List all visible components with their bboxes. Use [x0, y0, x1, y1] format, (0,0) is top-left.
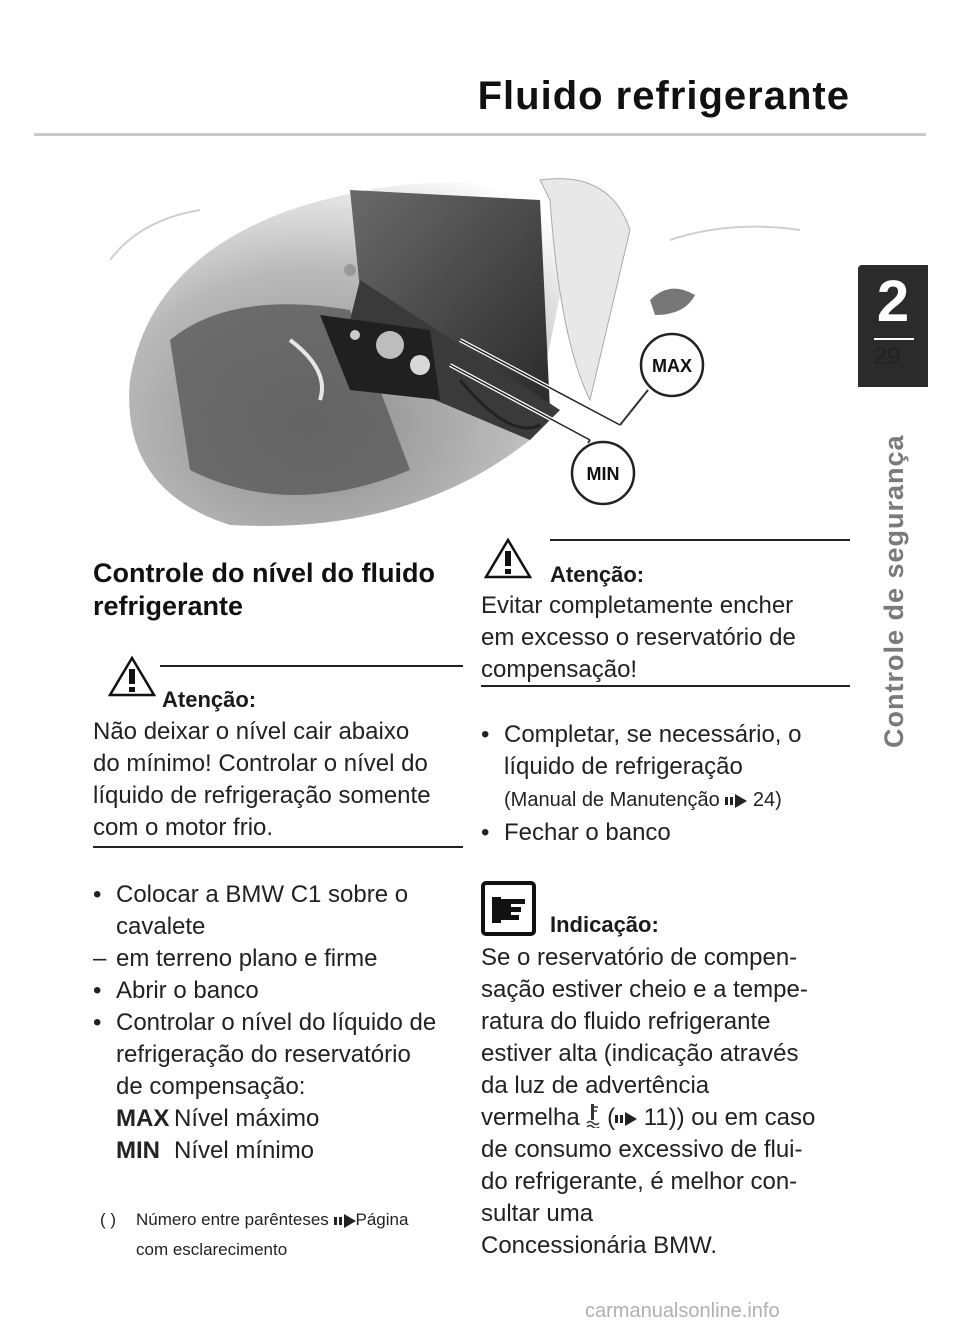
- list-item-text: Fechar o banco: [504, 819, 671, 846]
- level-legend: [116, 1103, 456, 1167]
- list-item: [93, 1007, 473, 1103]
- list-item: [481, 817, 861, 849]
- warning-icon: [108, 655, 156, 697]
- warning-line: Evitar completamente encher: [481, 592, 794, 619]
- list-item-text: cavalete: [116, 913, 206, 940]
- manual-reference: [504, 783, 861, 817]
- note-line: vermelha ( 11)) ou em caso: [481, 1104, 816, 1131]
- note-text: [481, 942, 861, 1262]
- footnote-paren: ( ): [100, 1210, 117, 1229]
- coolant-reservoir-photo: [110, 140, 850, 535]
- bullet: •: [93, 977, 102, 1004]
- warning-line: Não deixar o nível cair abaixo: [93, 718, 410, 745]
- chapter-number: 2: [876, 269, 910, 334]
- note-line: de consumo excessivo de flui-: [481, 1136, 803, 1163]
- warning-rule-top: [550, 539, 850, 541]
- level-key: MIN: [116, 1137, 160, 1164]
- list-item: [93, 879, 473, 943]
- bullet: •: [481, 819, 490, 846]
- page-title: Fluido refrigerante: [477, 74, 850, 118]
- footnote-line: com esclarecimento: [136, 1240, 288, 1259]
- warning-line: líquido de refrigeração somente: [93, 782, 431, 809]
- bullet: •: [93, 1009, 102, 1036]
- steps-list: [93, 879, 473, 1103]
- warning-rule-bottom: [481, 685, 850, 687]
- warning-rule-top: [160, 665, 463, 667]
- level-desc: Nível máximo: [174, 1105, 320, 1132]
- section-label: Controle de segurança: [879, 434, 909, 748]
- note-line: da luz de advertência: [481, 1072, 710, 1099]
- page-number: 29: [873, 343, 901, 370]
- steps-list: [481, 719, 861, 849]
- chapter-divider: [874, 338, 914, 340]
- note-line: Concessionária BMW.: [481, 1232, 718, 1259]
- note-line: ratura do fluido refrigerante: [481, 1008, 771, 1035]
- list-item-text: de compensação:: [116, 1073, 306, 1100]
- list-item-text: líquido de refrigeração: [504, 753, 743, 780]
- note-label: Indicação:: [550, 912, 659, 937]
- warning-text: [93, 716, 473, 844]
- list-item-text: refrigeração do reservatório: [116, 1041, 411, 1068]
- warning-icon: [484, 537, 532, 579]
- list-item: [93, 975, 473, 1007]
- warning-label: Atenção:: [162, 687, 257, 712]
- list-item-text: Controlar o nível do líquido de: [116, 1009, 437, 1036]
- min-callout-label: MIN: [586, 464, 620, 484]
- list-item: [481, 719, 861, 817]
- list-item: [93, 943, 473, 975]
- note-line: Se o reservatório de compen-: [481, 944, 798, 971]
- bullet: –: [93, 945, 107, 972]
- max-callout-label: MAX: [652, 356, 692, 376]
- arrow-right-icon: [725, 794, 747, 808]
- section-heading: Controle do nível do fluido refrigerante: [93, 558, 435, 621]
- footnote-text: Número entre parênteses: [136, 1210, 329, 1229]
- footnote-page-word: Página: [355, 1210, 409, 1229]
- list-item-text: em terreno plano e firme: [116, 945, 378, 972]
- note-line: estiver alta (indicação através: [481, 1040, 799, 1067]
- note-line-text: vermelha: [481, 1104, 580, 1131]
- warning-line: em excesso o reservatório de: [481, 624, 796, 651]
- note-line-text: 11)) ou em caso: [643, 1104, 816, 1131]
- header-divider: [34, 133, 926, 136]
- footnote: [100, 1205, 470, 1265]
- level-row: [116, 1135, 456, 1167]
- level-desc: Nível mínimo: [174, 1137, 315, 1164]
- warning-rule-bottom: [93, 846, 463, 848]
- level-key: MAX: [116, 1105, 170, 1132]
- arrow-right-icon: [615, 1112, 637, 1126]
- manual-reference-text: (Manual de Manutenção: [504, 789, 720, 811]
- warning-line: do mínimo! Controlar o nível do: [93, 750, 428, 777]
- note-line: do refrigerante, é melhor con-: [481, 1168, 798, 1195]
- note-line: sação estiver cheio e a tempe-: [481, 976, 808, 1003]
- arrow-right-icon: [334, 1214, 356, 1228]
- watermark: carmanualsonline.info: [585, 1300, 780, 1322]
- warning-line: compensação!: [481, 656, 638, 683]
- warning-label: Atenção:: [550, 562, 645, 587]
- warning-line: com o motor frio.: [93, 814, 274, 841]
- coolant-temperature-icon: [586, 1102, 600, 1128]
- list-item-text: Abrir o banco: [116, 977, 259, 1004]
- note-hand-icon: [481, 881, 536, 936]
- list-item-text: Completar, se necessário, o: [504, 721, 802, 748]
- bullet: •: [93, 881, 102, 908]
- manual-reference-page: 24): [752, 789, 782, 811]
- note-line: sultar uma: [481, 1200, 594, 1227]
- level-row: [116, 1103, 456, 1135]
- list-item-text: Colocar a BMW C1 sobre o: [116, 881, 409, 908]
- warning-text: [481, 590, 861, 686]
- footnote-line: [100, 1205, 470, 1235]
- bullet: •: [481, 721, 490, 748]
